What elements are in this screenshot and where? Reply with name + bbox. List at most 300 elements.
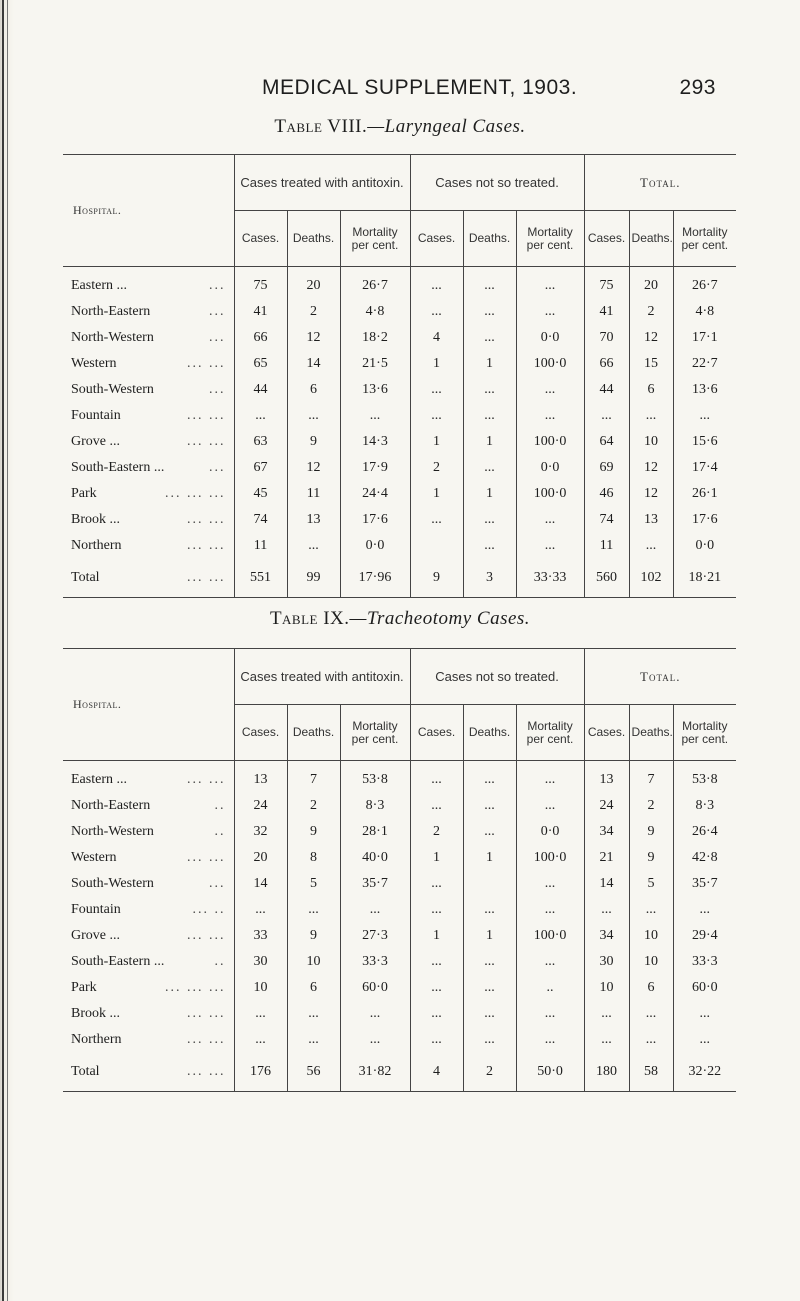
cell-untreated-deaths: ... [463, 793, 516, 819]
cell-untreated-deaths: ... [463, 377, 516, 403]
cell-total-deaths: 58 [629, 1053, 673, 1092]
cell-total-cases: 10 [584, 975, 629, 1001]
table-row [63, 949, 736, 975]
page-header [262, 76, 716, 106]
hospital-name: Park [71, 980, 97, 995]
cell-total-deaths: 6 [629, 377, 673, 403]
cell-total-deaths: 20 [629, 267, 673, 300]
cell-total-mortality: 15·6 [673, 429, 736, 455]
cell-untreated-mortality: ... [516, 403, 584, 429]
table-row [63, 325, 736, 351]
cell-untreated-cases: 1 [410, 923, 463, 949]
cell-untreated-mortality: 33·33 [516, 559, 584, 598]
hospital-name: Northern [71, 538, 122, 553]
hospital-header: Hospital. [63, 155, 234, 267]
cell-untreated-deaths: ... [463, 455, 516, 481]
table-row [63, 761, 736, 794]
hospital-name-cell [63, 559, 234, 598]
hospital-name: North-Eastern [71, 304, 151, 319]
cell-untreated-cases: ... [410, 403, 463, 429]
cell-treated-deaths: ... [287, 1001, 340, 1027]
cell-treated-cases: 10 [234, 975, 287, 1001]
cell-treated-cases: 45 [234, 481, 287, 507]
cell-untreated-mortality: 0·0 [516, 455, 584, 481]
cell-total-cases: 41 [584, 299, 629, 325]
table-row [63, 481, 736, 507]
cell-treated-deaths: 12 [287, 455, 340, 481]
cell-untreated-mortality: ... [516, 1027, 584, 1053]
cell-total-mortality: 17·6 [673, 507, 736, 533]
cell-total-cases: 46 [584, 481, 629, 507]
cell-treated-mortality: ... [340, 1001, 410, 1027]
hospital-name-cell [63, 1027, 234, 1053]
cell-total-cases: ... [584, 1001, 629, 1027]
cell-untreated-deaths: ... [463, 507, 516, 533]
leader-dots: ... ... [187, 928, 226, 943]
hospital-name-cell [63, 949, 234, 975]
cell-treated-deaths: 9 [287, 923, 340, 949]
cell-treated-deaths: 6 [287, 975, 340, 1001]
hospital-name-cell [63, 975, 234, 1001]
mortality-header: Mortality per cent. [673, 211, 736, 267]
hospital-name: Eastern ... [71, 772, 127, 787]
cell-total-mortality: 29·4 [673, 923, 736, 949]
cell-total-cases: 11 [584, 533, 629, 559]
table-row [63, 267, 736, 300]
leader-dots: ... ... [187, 512, 226, 527]
cell-treated-cases: 551 [234, 559, 287, 598]
hospital-name: Northern [71, 1032, 122, 1047]
cell-total-cases: 560 [584, 559, 629, 598]
hospital-name: Fountain [71, 902, 121, 917]
cell-total-mortality: ... [673, 897, 736, 923]
cell-treated-cases: 74 [234, 507, 287, 533]
hospital-name-cell [63, 481, 234, 507]
leader-dots: ... [209, 278, 226, 293]
cell-untreated-cases: ... [410, 377, 463, 403]
deaths-header: Deaths. [629, 211, 673, 267]
cell-treated-mortality: 13·6 [340, 377, 410, 403]
hospital-name: North-Western [71, 330, 154, 345]
leader-dots: ... .. [192, 902, 226, 917]
hospital-name: South-Eastern ... [71, 460, 165, 475]
cell-total-mortality: 13·6 [673, 377, 736, 403]
cell-treated-cases: 33 [234, 923, 287, 949]
cell-untreated-deaths: 3 [463, 559, 516, 598]
table-viii-title: —Laryngeal Cases. [367, 116, 526, 137]
cell-treated-cases: ... [234, 403, 287, 429]
table-row [63, 897, 736, 923]
cell-treated-deaths: 14 [287, 351, 340, 377]
cell-total-mortality: 33·3 [673, 949, 736, 975]
treated-group-header: Cases treated with antitoxin. [234, 155, 410, 211]
hospital-name-cell [63, 377, 234, 403]
cell-untreated-mortality: ... [516, 949, 584, 975]
cell-untreated-deaths [463, 871, 516, 897]
deaths-header: Deaths. [287, 211, 340, 267]
cell-total-deaths: 12 [629, 455, 673, 481]
cell-treated-mortality: ... [340, 403, 410, 429]
cell-untreated-cases: ... [410, 267, 463, 300]
cell-untreated-cases: 9 [410, 559, 463, 598]
cell-untreated-cases: ... [410, 793, 463, 819]
table-row [63, 429, 736, 455]
table-row [63, 507, 736, 533]
cell-total-deaths: 12 [629, 481, 673, 507]
cell-treated-mortality: 35·7 [340, 871, 410, 897]
cell-untreated-mortality: 50·0 [516, 1053, 584, 1092]
cell-treated-deaths: 9 [287, 819, 340, 845]
cell-untreated-deaths: ... [463, 403, 516, 429]
hospital-name: Fountain [71, 408, 121, 423]
table-viii-caption [0, 116, 800, 138]
cell-total-deaths: 6 [629, 975, 673, 1001]
hospital-name-cell [63, 1001, 234, 1027]
cell-total-cases: 24 [584, 793, 629, 819]
table-ix-caption [0, 608, 800, 630]
cases-header: Cases. [234, 211, 287, 267]
cell-untreated-mortality: 100·0 [516, 923, 584, 949]
cell-treated-cases: 41 [234, 299, 287, 325]
cell-untreated-mortality: ... [516, 793, 584, 819]
cell-treated-deaths: 2 [287, 299, 340, 325]
cell-treated-mortality: 14·3 [340, 429, 410, 455]
mortality-header: Mortality per cent. [516, 211, 584, 267]
cell-total-mortality: 53·8 [673, 761, 736, 794]
running-title: MEDICAL SUPPLEMENT, 1903. [262, 76, 578, 99]
cases-header: Cases. [234, 705, 287, 761]
cell-untreated-cases: 1 [410, 845, 463, 871]
cell-treated-deaths: 56 [287, 1053, 340, 1092]
hospital-name: Brook ... [71, 512, 120, 527]
cell-untreated-cases: ... [410, 507, 463, 533]
cell-untreated-deaths: 1 [463, 351, 516, 377]
cell-total-cases: 64 [584, 429, 629, 455]
cell-total-deaths: 13 [629, 507, 673, 533]
leader-dots: ... [209, 876, 226, 891]
hospital-name: Eastern ... [71, 278, 127, 293]
hospital-name-cell [63, 923, 234, 949]
hospital-name: Grove ... [71, 434, 120, 449]
cell-total-deaths: 7 [629, 761, 673, 794]
table-ix-title: —Tracheotomy Cases. [349, 608, 531, 629]
cell-untreated-cases: ... [410, 1001, 463, 1027]
cell-total-mortality: 8·3 [673, 793, 736, 819]
cell-treated-deaths: 8 [287, 845, 340, 871]
cell-untreated-deaths: 2 [463, 1053, 516, 1092]
leader-dots: .. [214, 954, 226, 969]
cell-untreated-deaths: ... [463, 325, 516, 351]
cell-treated-mortality: ... [340, 897, 410, 923]
table-row [63, 923, 736, 949]
cell-total-deaths: 2 [629, 793, 673, 819]
cell-treated-cases: 67 [234, 455, 287, 481]
leader-dots: ... ... ... [165, 980, 226, 995]
cell-treated-deaths: 6 [287, 377, 340, 403]
table-row [63, 299, 736, 325]
leader-dots: ... ... [187, 772, 226, 787]
cell-total-mortality: 17·4 [673, 455, 736, 481]
cell-total-mortality: 4·8 [673, 299, 736, 325]
cell-total-mortality: 0·0 [673, 533, 736, 559]
hospital-name-cell [63, 819, 234, 845]
cell-total-deaths: 15 [629, 351, 673, 377]
table-row [63, 533, 736, 559]
leader-dots: ... ... [187, 1064, 226, 1079]
hospital-name-cell [63, 897, 234, 923]
cell-untreated-deaths: 1 [463, 429, 516, 455]
cell-untreated-mortality: ... [516, 507, 584, 533]
cell-treated-cases: 65 [234, 351, 287, 377]
cell-treated-deaths: 10 [287, 949, 340, 975]
cell-total-deaths: ... [629, 1001, 673, 1027]
cell-total-cases: 180 [584, 1053, 629, 1092]
cell-total-mortality: 22·7 [673, 351, 736, 377]
cell-untreated-cases: 4 [410, 1053, 463, 1092]
cell-untreated-deaths: 1 [463, 923, 516, 949]
total-group-header: Total. [584, 155, 736, 211]
cell-total-cases: 13 [584, 761, 629, 794]
cell-untreated-cases: ... [410, 299, 463, 325]
cell-untreated-mortality: ... [516, 1001, 584, 1027]
cell-untreated-mortality: ... [516, 299, 584, 325]
hospital-header: Hospital. [63, 649, 234, 761]
deaths-header: Deaths. [463, 211, 516, 267]
deaths-header: Deaths. [287, 705, 340, 761]
cell-untreated-cases: 1 [410, 481, 463, 507]
deaths-header: Deaths. [629, 705, 673, 761]
cell-treated-deaths: 9 [287, 429, 340, 455]
leader-dots: ... ... [187, 1006, 226, 1021]
cell-treated-deaths: ... [287, 403, 340, 429]
cell-treated-cases: 20 [234, 845, 287, 871]
hospital-name-cell [63, 325, 234, 351]
cell-untreated-cases [410, 533, 463, 559]
cell-treated-cases: 66 [234, 325, 287, 351]
cell-total-cases: ... [584, 1027, 629, 1053]
cell-treated-cases: 30 [234, 949, 287, 975]
leader-dots: ... ... [187, 434, 226, 449]
leader-dots: ... [209, 304, 226, 319]
cell-treated-cases: 176 [234, 1053, 287, 1092]
cell-treated-mortality: ... [340, 1027, 410, 1053]
leader-dots: ... [209, 330, 226, 345]
cell-total-mortality: 18·21 [673, 559, 736, 598]
cell-treated-deaths: ... [287, 1027, 340, 1053]
total-row [63, 559, 736, 598]
cell-untreated-mortality: ... [516, 897, 584, 923]
cell-untreated-cases: 1 [410, 351, 463, 377]
cell-untreated-mortality: 100·0 [516, 481, 584, 507]
cell-total-cases: ... [584, 403, 629, 429]
table-viii-label: Table VIII. [274, 116, 368, 137]
cell-total-mortality: 26·1 [673, 481, 736, 507]
cell-treated-deaths: 20 [287, 267, 340, 300]
cell-untreated-cases: 4 [410, 325, 463, 351]
table-row [63, 1027, 736, 1053]
leader-dots: ... ... ... [165, 486, 226, 501]
cell-total-deaths: ... [629, 533, 673, 559]
cell-total-mortality: 35·7 [673, 871, 736, 897]
not-treated-group-header: Cases not so treated. [410, 155, 584, 211]
cell-untreated-deaths: ... [463, 819, 516, 845]
cell-treated-cases: 75 [234, 267, 287, 300]
cell-total-mortality: 42·8 [673, 845, 736, 871]
leader-dots: ... [209, 460, 226, 475]
leader-dots: ... ... [187, 1032, 226, 1047]
cell-treated-mortality: 53·8 [340, 761, 410, 794]
cell-treated-deaths: 13 [287, 507, 340, 533]
cell-untreated-deaths: ... [463, 761, 516, 794]
hospital-name-cell [63, 299, 234, 325]
cell-untreated-deaths: ... [463, 975, 516, 1001]
hospital-name: Grove ... [71, 928, 120, 943]
cell-total-deaths: ... [629, 403, 673, 429]
cell-treated-deaths: 12 [287, 325, 340, 351]
cell-total-deaths: ... [629, 1027, 673, 1053]
cases-header: Cases. [410, 705, 463, 761]
hospital-name-cell [63, 871, 234, 897]
cell-untreated-cases: ... [410, 949, 463, 975]
table-row [63, 793, 736, 819]
cell-treated-mortality: 28·1 [340, 819, 410, 845]
cell-treated-cases: 32 [234, 819, 287, 845]
cell-treated-mortality: 17·6 [340, 507, 410, 533]
cell-untreated-cases: ... [410, 1027, 463, 1053]
hospital-name: Total [71, 570, 100, 585]
mortality-header: Mortality per cent. [340, 211, 410, 267]
cell-total-deaths: 102 [629, 559, 673, 598]
cell-untreated-cases: 2 [410, 455, 463, 481]
hospital-name: Total [71, 1064, 100, 1079]
leader-dots: ... ... [187, 408, 226, 423]
cell-total-deaths: 10 [629, 429, 673, 455]
cell-total-mortality: 17·1 [673, 325, 736, 351]
cell-treated-mortality: 27·3 [340, 923, 410, 949]
cell-treated-mortality: 17·96 [340, 559, 410, 598]
hospital-name-cell [63, 1053, 234, 1092]
table-row [63, 845, 736, 871]
cell-untreated-mortality: ... [516, 533, 584, 559]
cell-untreated-deaths: ... [463, 897, 516, 923]
table-row [63, 1001, 736, 1027]
cell-treated-cases: ... [234, 1001, 287, 1027]
cell-untreated-cases: ... [410, 897, 463, 923]
cell-untreated-cases: ... [410, 871, 463, 897]
cell-untreated-mortality: 100·0 [516, 845, 584, 871]
cell-treated-cases: 44 [234, 377, 287, 403]
cell-treated-deaths: 7 [287, 761, 340, 794]
cell-untreated-mortality: 0·0 [516, 819, 584, 845]
cell-total-cases: 75 [584, 267, 629, 300]
cell-treated-mortality: 40·0 [340, 845, 410, 871]
leader-dots: .. [214, 824, 226, 839]
cell-total-deaths: 9 [629, 819, 673, 845]
leader-dots: ... ... [187, 850, 226, 865]
table-row [63, 377, 736, 403]
cell-treated-deaths: 11 [287, 481, 340, 507]
hospital-name: Western [71, 356, 117, 371]
cell-untreated-deaths: ... [463, 299, 516, 325]
cell-total-mortality: ... [673, 1001, 736, 1027]
cell-untreated-deaths: ... [463, 267, 516, 300]
cell-treated-cases: 24 [234, 793, 287, 819]
leader-dots: ... ... [187, 570, 226, 585]
cell-total-cases: 14 [584, 871, 629, 897]
cell-treated-mortality: 0·0 [340, 533, 410, 559]
tracheotomy-cases-table [63, 648, 736, 1092]
deaths-header: Deaths. [463, 705, 516, 761]
table-row [63, 455, 736, 481]
cell-untreated-deaths: ... [463, 533, 516, 559]
cell-untreated-mortality: ... [516, 761, 584, 794]
cell-total-mortality: 26·4 [673, 819, 736, 845]
table-row [63, 871, 736, 897]
cell-treated-mortality: 21·5 [340, 351, 410, 377]
leader-dots: ... [209, 382, 226, 397]
cell-total-cases: 30 [584, 949, 629, 975]
cell-untreated-deaths: 1 [463, 845, 516, 871]
table-row [63, 403, 736, 429]
cell-treated-deaths: 99 [287, 559, 340, 598]
hospital-name-cell [63, 429, 234, 455]
treated-group-header: Cases treated with antitoxin. [234, 649, 410, 705]
cell-treated-mortality: 4·8 [340, 299, 410, 325]
total-group-header: Total. [584, 649, 736, 705]
cell-untreated-deaths: ... [463, 1027, 516, 1053]
hospital-name-cell [63, 403, 234, 429]
mortality-header: Mortality per cent. [673, 705, 736, 761]
cell-treated-cases: 13 [234, 761, 287, 794]
cell-total-cases: 34 [584, 923, 629, 949]
cell-untreated-mortality: .. [516, 975, 584, 1001]
cell-untreated-mortality: 0·0 [516, 325, 584, 351]
table-ix-label: Table IX. [269, 608, 350, 629]
cell-total-cases: 34 [584, 819, 629, 845]
cases-header: Cases. [410, 211, 463, 267]
hospital-name-cell [63, 793, 234, 819]
mortality-header: Mortality per cent. [516, 705, 584, 761]
cell-total-mortality: 32·22 [673, 1053, 736, 1092]
cell-total-mortality: ... [673, 1027, 736, 1053]
page-spine [0, 0, 14, 1301]
hospital-name-cell [63, 507, 234, 533]
cell-total-mortality: ... [673, 403, 736, 429]
cell-total-cases: 69 [584, 455, 629, 481]
cell-treated-mortality: 60·0 [340, 975, 410, 1001]
hospital-name: South-Western [71, 876, 154, 891]
cell-treated-mortality: 17·9 [340, 455, 410, 481]
cell-total-mortality: 26·7 [673, 267, 736, 300]
cell-untreated-deaths: 1 [463, 481, 516, 507]
cell-treated-deaths: ... [287, 897, 340, 923]
laryngeal-cases-table [63, 154, 736, 598]
cell-treated-mortality: 24·4 [340, 481, 410, 507]
total-row [63, 1053, 736, 1092]
cases-header: Cases. [584, 211, 629, 267]
hospital-name: Brook ... [71, 1006, 120, 1021]
cell-untreated-deaths: ... [463, 949, 516, 975]
hospital-name: Park [71, 486, 97, 501]
cases-header: Cases. [584, 705, 629, 761]
hospital-name-cell [63, 845, 234, 871]
cell-untreated-cases: ... [410, 975, 463, 1001]
hospital-name-cell [63, 267, 234, 300]
page-number: 293 [679, 76, 716, 99]
cell-treated-mortality: 8·3 [340, 793, 410, 819]
cell-treated-cases: 63 [234, 429, 287, 455]
cell-treated-deaths: 5 [287, 871, 340, 897]
